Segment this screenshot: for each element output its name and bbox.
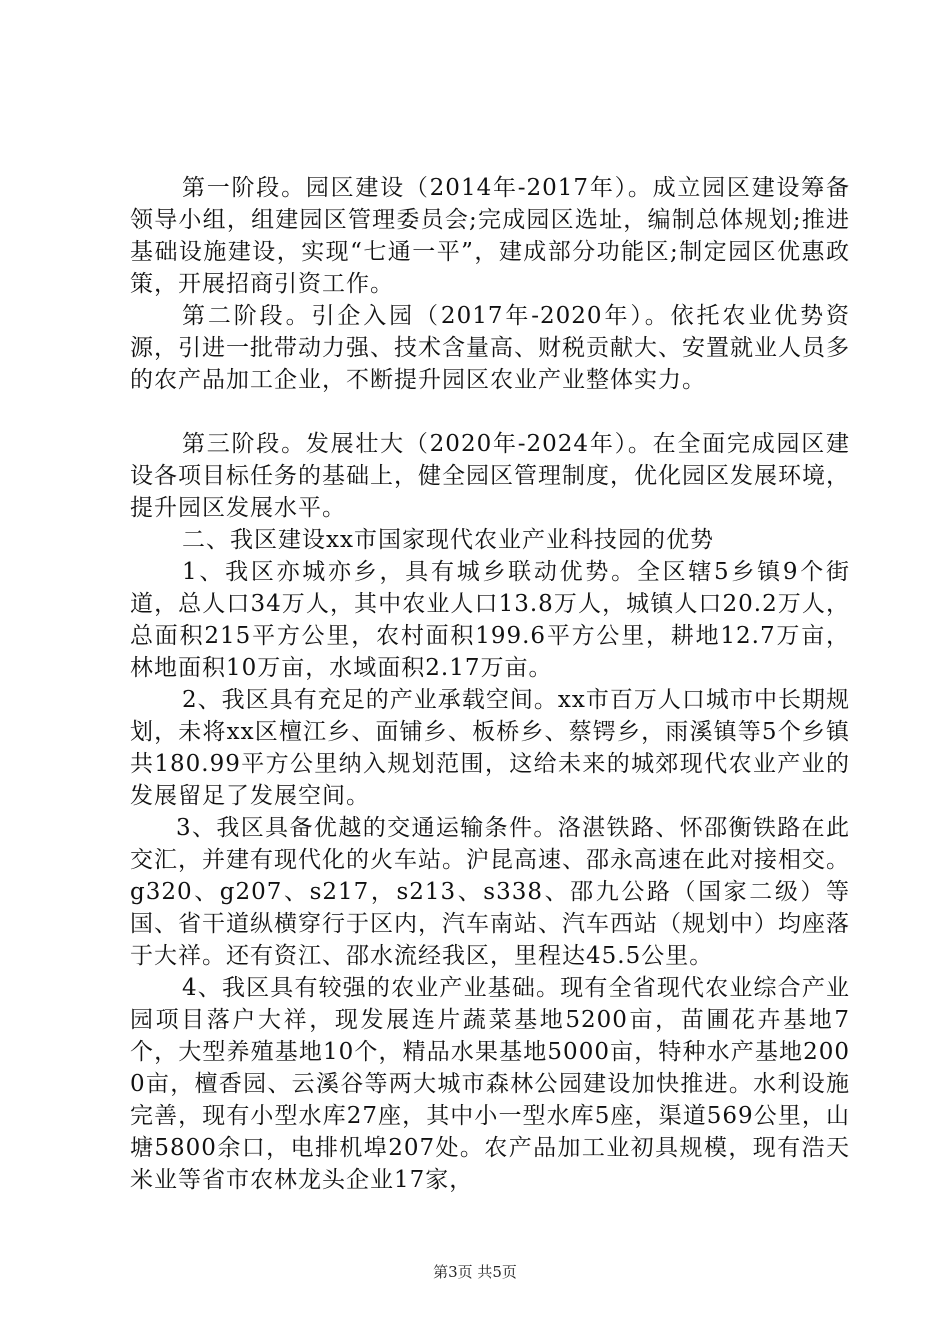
document-body	[130, 172, 850, 1196]
paragraph-advantage-4: 4、我区具有较强的农业产业基础。现有全省现代农业综合产业园项目落户大祥，现发展连片蔬菜基地5200亩，苗圃花卉基地7个，大型养殖基地10个，精品水果基地5000亩，特种水产基地2000亩，檀香园、云溪谷等两大城市森林公园建设加快推进。水利设施完善，现有小型水库27座，其中小一型水库5座，渠道569公里，山塘5800余口，电排机埠207处。农产品加工业初具规模，现有浩天米业等省市农林龙头企业17家，	[130, 975, 850, 1193]
paragraph-advantage-1: 1、我区亦城亦乡，具有城乡联动优势。全区辖5乡镇9个街道，总人口34万人，其中农业人口13.8万人，城镇人口20.2万人，总面积215平方公里，农村面积199.6平方公里，耕地12.7万亩，林地面积10万亩，水域面积2.17万亩。	[130, 559, 850, 681]
paragraph-advantage-3: 3、我区具备优越的交通运输条件。洛湛铁路、怀邵衡铁路在此交汇，并建有现代化的火车站。沪昆高速、邵永高速在此对接相交。g320、g207、s217，s213、s338、邵九公路（国家二级）等国、省干道纵横穿行于区内，汽车南站、汽车西站（规划中）均座落于大祥。还有资江、邵水流经我区，里程达45.5公里。	[130, 815, 850, 969]
paragraph-advantage-2: 2、我区具有充足的产业承载空间。xx市百万人口城市中长期规划，未将xx区檀江乡、面铺乡、板桥乡、蔡锷乡，雨溪镇等5个乡镇共180.99平方公里纳入规划范围，这给未来的城郊现代农业产业的发展留足了发展空间。	[130, 687, 850, 809]
paragraph-stage-three: 第三阶段。发展壮大（2020年-2024年）。在全面完成园区建设各项目标任务的基础上，健全园区管理制度，优化园区发展环境，提升园区发展水平。	[130, 431, 850, 521]
paragraph-stage-one: 第一阶段。园区建设（2014年-2017年）。成立园区建设筹备领导小组，组建园区管理委员会;完成园区选址，编制总体规划;推进基础设施建设，实现“七通一平”，建成部分功能区;制定园区优惠政策，开展招商引资工作。	[130, 175, 850, 297]
paragraph-gap	[130, 396, 850, 428]
page-number-footer: 第3页 共5页	[433, 1263, 517, 1281]
paragraph-stage-two: 第二阶段。引企入园（2017年-2020年）。依托农业优势资源，引进一批带动力强、技术含量高、财税贡献大、安置就业人员多的农产品加工企业，不断提升园区农业产业整体实力。	[130, 303, 850, 393]
section-heading-advantages: 二、我区建设xx市国家现代农业产业科技园的优势	[182, 527, 714, 553]
